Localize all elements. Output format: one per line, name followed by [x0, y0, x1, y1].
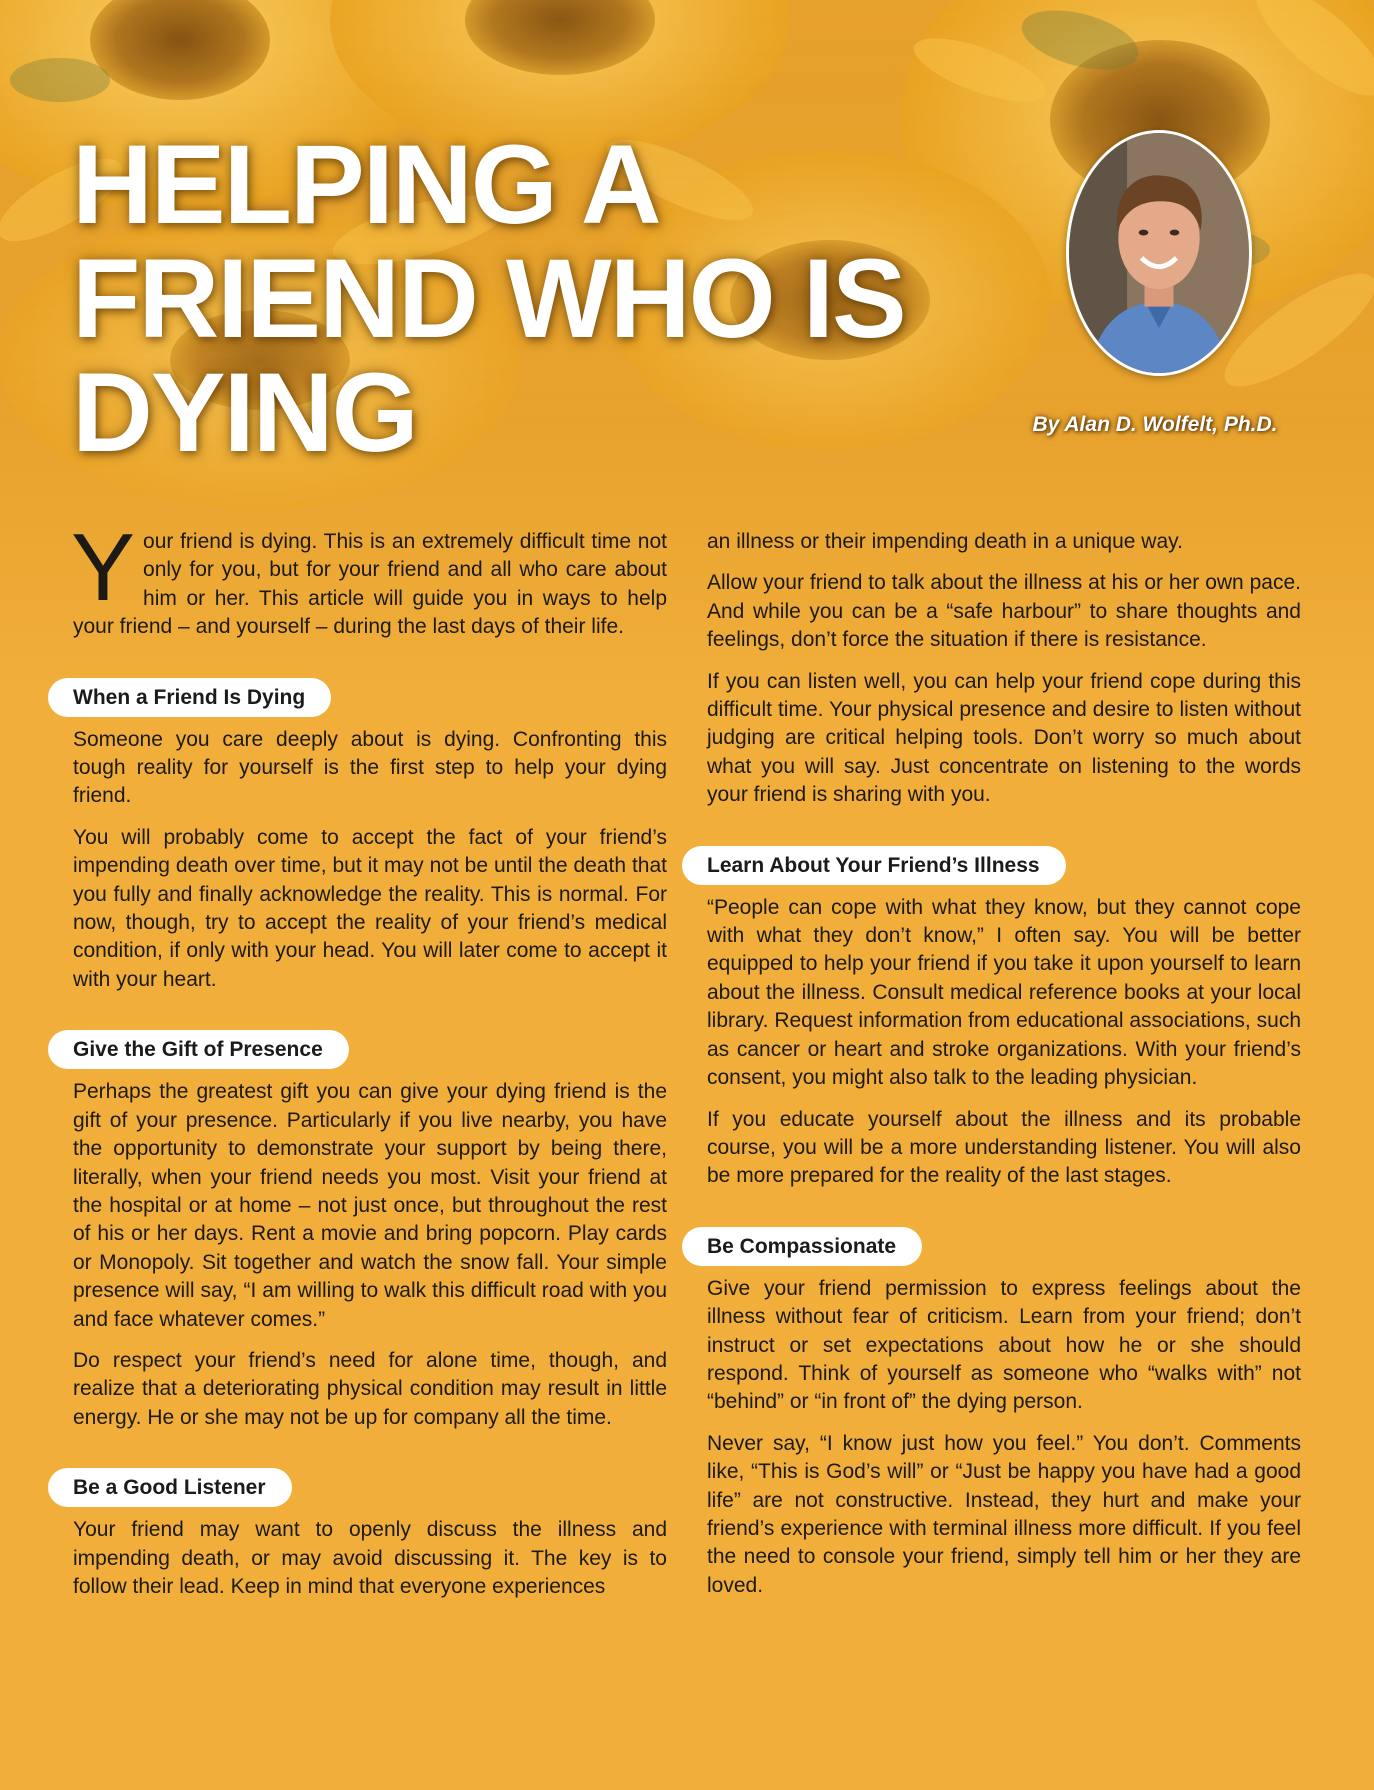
paragraph: Someone you care deeply about is dying. Confronting this tough reality for yourself is the first step to help your dying friend. [73, 727, 667, 808]
section-good-listener [73, 1468, 667, 1601]
paragraph: Give your friend permission to express feelings about the illness without fear of criticism. Learn from your friend; don’t instruct or set expectations about how he or she should respond. Think of yourself as someone who “walks with” not “behind” or “in front of” the dying person. [707, 1276, 1301, 1414]
paragraph: Do respect your friend’s need for alone time, though, and realize that a deteriorating physical condition may result in little energy. He or she may not be up for company all the time. [73, 1348, 667, 1429]
section-heading: Give the Gift of Presence [48, 1030, 349, 1069]
paragraph: Never say, “I know just how you feel.” You don’t. Comments like, “This is God’s will” or “Just be happy you have had a good life” are not constructive. Instead, they hurt and make your friend’s experience with terminal illness more difficult. If you feel the need to console your friend, simply tell him or her they are loved. [707, 1431, 1301, 1597]
section-heading: Be Compassionate [682, 1227, 922, 1266]
section-when-a-friend-is-dying [73, 678, 667, 995]
paragraph: Perhaps the greatest gift you can give your dying friend is the gift of your presence. Particularly if you live nearby, you have the opportunity to demonstrate your support by being there, literally, when your friend needs you most. Visit your friend at the hospital or at home – not just once, but throughout the rest of his or her days. Rent a movie and bring popcorn. Play cards or Monopoly. Sit together and watch the snow fall. Your simple presence will say, “I am willing to walk this difficult road with you and face whatever comes.” [73, 1080, 667, 1331]
section-gift-of-presence [73, 1030, 667, 1432]
paragraph: Allow your friend to talk about the illness at his or her own pace. And while you can be a “safe harbour” to share thoughts and feelings, don’t force the situation if there is resistance. [707, 571, 1301, 652]
section-heading: Learn About Your Friend’s Illness [682, 846, 1066, 885]
title-line: DYING [72, 350, 417, 475]
intro-paragraph [71, 514, 667, 642]
column-right [707, 528, 1301, 1613]
paragraph: If you educate yourself about the illness and its probable course, you will be a more understanding listener. You will also be more prepared for the reality of the last stages. [707, 1107, 1301, 1188]
author-portrait-icon [1066, 130, 1252, 376]
section-heading: Be a Good Listener [48, 1468, 292, 1507]
title-line: FRIEND WHO IS [72, 236, 905, 361]
paragraph: If you can listen well, you can help your friend cope during this difficult time. Your physical presence and desire to listen without judging are critical helping tools. Don’t worry so much about what you will say. Just concentrate on listening to the words your friend is sharing with you. [707, 669, 1301, 807]
paragraph: “People can cope with what they know, but they cannot cope with what they don’t know,” I often say. You will be better equipped to help your friend if you take it upon yourself to learn about the illness. Consult medical reference books at your local library. Request information from educational associations, such as cancer or heart and stroke organizations. With your friend’s consent, you might also talk to the leading physician. [707, 895, 1301, 1090]
paragraph: Your friend may want to openly discuss the illness and impending death, or may avoid discussing it. The key is to follow their lead. Keep in mind that everyone experiences [73, 1518, 667, 1598]
byline: By Alan D. Wolfelt, Ph.D. [1032, 413, 1278, 436]
drop-cap: Y [71, 514, 136, 621]
title-line: HELPING A [72, 122, 660, 247]
column-left [71, 514, 667, 1614]
section-be-compassionate [707, 1227, 1301, 1600]
section-learn-about-illness [707, 846, 1301, 1191]
article-title [72, 122, 972, 475]
section-heading: When a Friend Is Dying [48, 678, 331, 717]
paragraph: You will probably come to accept the fact of your friend’s impending death over time, but it may not be until the death that you fully and finally acknowledge the reality. This is normal. For now, though, try to accept the reality of your friend’s medical condition, if only with your head. You will later come to accept it with your heart. [73, 825, 667, 991]
intro-text: our friend is dying. This is an extremely difficult time not only for you, but for your friend and all who care about him or her. This article will guide you in ways to help your friend – and yourself – during the last days of their life. [73, 530, 667, 639]
paragraph: an illness or their impending death in a unique way. [707, 530, 1183, 553]
